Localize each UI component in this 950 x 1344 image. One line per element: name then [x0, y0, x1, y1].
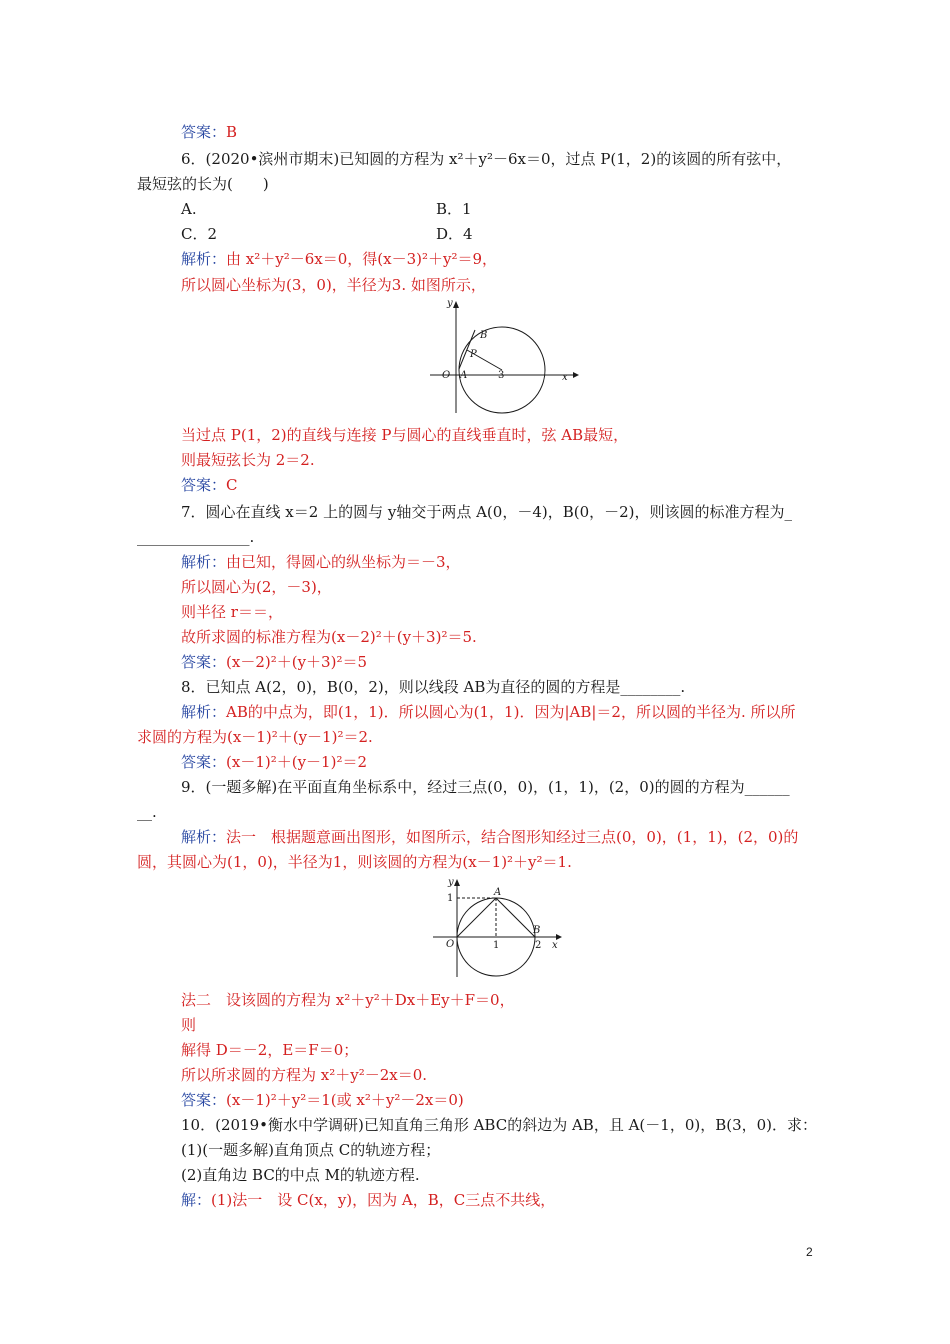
- q7-solution-2: 所以圆心为(2，－3)，: [181, 578, 332, 596]
- q6-line-1: 6．(2020•滨州市期末)已知圆的方程为 x²＋y²－6x＝0，过点 P(1，2)的该圆的所有弦中，: [181, 150, 792, 168]
- q6-solution-1: 解析：由 x²＋y²－6x＝0，得(x－3)²＋y²＝9，: [181, 250, 498, 268]
- q7-line-2: _______________.: [137, 528, 255, 546]
- q8-solution-2: 求圆的方程为(x－1)²＋(y－1)²＝2.: [137, 728, 373, 746]
- svg-text:B: B: [480, 330, 488, 341]
- q8-line-1: 8．已知点 A(2，0)，B(0，2)，则以线段 AB为直径的圆的方程是________.: [181, 678, 686, 696]
- svg-text:B: B: [533, 925, 541, 936]
- svg-text:y: y: [448, 877, 454, 888]
- q6-option-b: B．1: [436, 200, 472, 218]
- svg-text:x: x: [552, 940, 558, 951]
- q7-line-1: 7．圆心在直线 x＝2 上的圆与 y轴交于两点 A(0，－4)，B(0，－2)，则该圆的标准方程为_: [181, 503, 793, 521]
- q6-solution-2: 所以圆心坐标为(3，0)，半径为3. 如图所示，: [181, 276, 486, 294]
- q9-line-1: 9．(一题多解)在平面直角坐标系中，经过三点(0，0)，(1，1)，(2，0)的圆的方程为______: [181, 778, 790, 796]
- figure-circle-three-points: [430, 877, 565, 982]
- svg-text:O: O: [442, 370, 451, 381]
- q9-solution-1: 解析：法一 根据题意画出图形，如图所示，结合图形知经过三点(0，0)，(1，1)，(2，0)的: [181, 828, 799, 846]
- svg-text:3: 3: [498, 370, 505, 381]
- q8-answer: 答案：(x－1)²＋(y－1)²＝2: [181, 753, 368, 771]
- svg-text:y: y: [447, 298, 453, 309]
- q9-answer: 答案：(x－1)²＋y²＝1(或 x²＋y²－2x＝0): [181, 1091, 464, 1109]
- page-number: 2: [806, 1245, 813, 1259]
- svg-text:2: 2: [535, 940, 542, 951]
- figure-circle-chord: [425, 297, 580, 417]
- q6-option-d: D．4: [436, 225, 473, 243]
- q6-option-c: C．2: [181, 225, 218, 243]
- q7-solution-4: 故所求圆的标准方程为(x－2)²＋(y＋3)²＝5.: [181, 628, 477, 646]
- svg-text:P: P: [470, 349, 477, 360]
- svg-text:A: A: [460, 370, 468, 381]
- q9-solution-5: 解得 D＝－2，E＝F＝0；: [181, 1041, 359, 1059]
- q10-line-3: (2)直角边 BC的中点 M的轨迹方程.: [181, 1166, 420, 1184]
- q9-solution-6: 所以所求圆的方程为 x²＋y²－2x＝0.: [181, 1066, 428, 1084]
- answer-line: 答案：B: [181, 123, 238, 141]
- q10-line-1: 10．(2019•衡水中学调研)已知直角三角形 ABC的斜边为 AB，且 A(－1，0)，B(3，0)．求：: [181, 1116, 818, 1134]
- q10-solution-1: 解：(1)法一 设 C(x，y)，因为 A，B，C三点不共线，: [181, 1191, 556, 1209]
- q10-line-2: (1)(一题多解)直角顶点 C的轨迹方程；: [181, 1141, 441, 1159]
- q9-solution-3: 法二 设该圆的方程为 x²＋y²＋Dx＋Ey＋F＝0，: [181, 991, 515, 1009]
- q7-solution-1: 解析：由已知，得圆心的纵坐标为＝－3，: [181, 553, 461, 571]
- q7-answer: 答案：(x－2)²＋(y＋3)²＝5: [181, 653, 368, 671]
- q9-line-2: __.: [137, 803, 157, 821]
- q8-solution-1: 解析：AB的中点为，即(1，1)．所以圆心为(1，1)．因为|AB|＝2，所以圆的半径为. 所以所: [181, 703, 796, 721]
- q6-answer: 答案：C: [181, 476, 238, 494]
- q6-solution-4: 则最短弦长为 2＝2.: [181, 451, 315, 469]
- q6-line-2: 最短弦的长为( ): [137, 175, 269, 193]
- svg-text:x: x: [562, 372, 568, 383]
- q9-solution-2: 圆，其圆心为(1，0)，半径为1，则该圆的方程为(x－1)²＋y²＝1.: [137, 853, 572, 871]
- q6-option-a: A.: [181, 200, 197, 218]
- svg-text:O: O: [446, 939, 455, 950]
- q6-solution-3: 当过点 P(1，2)的直线与连接 P与圆心的直线垂直时，弦 AB最短，: [181, 426, 629, 444]
- svg-text:A: A: [494, 887, 502, 898]
- q7-solution-3: 则半径 r＝＝，: [181, 603, 283, 621]
- svg-text:1: 1: [493, 940, 500, 951]
- svg-text:1: 1: [447, 893, 454, 904]
- q9-solution-4: 则: [181, 1016, 197, 1034]
